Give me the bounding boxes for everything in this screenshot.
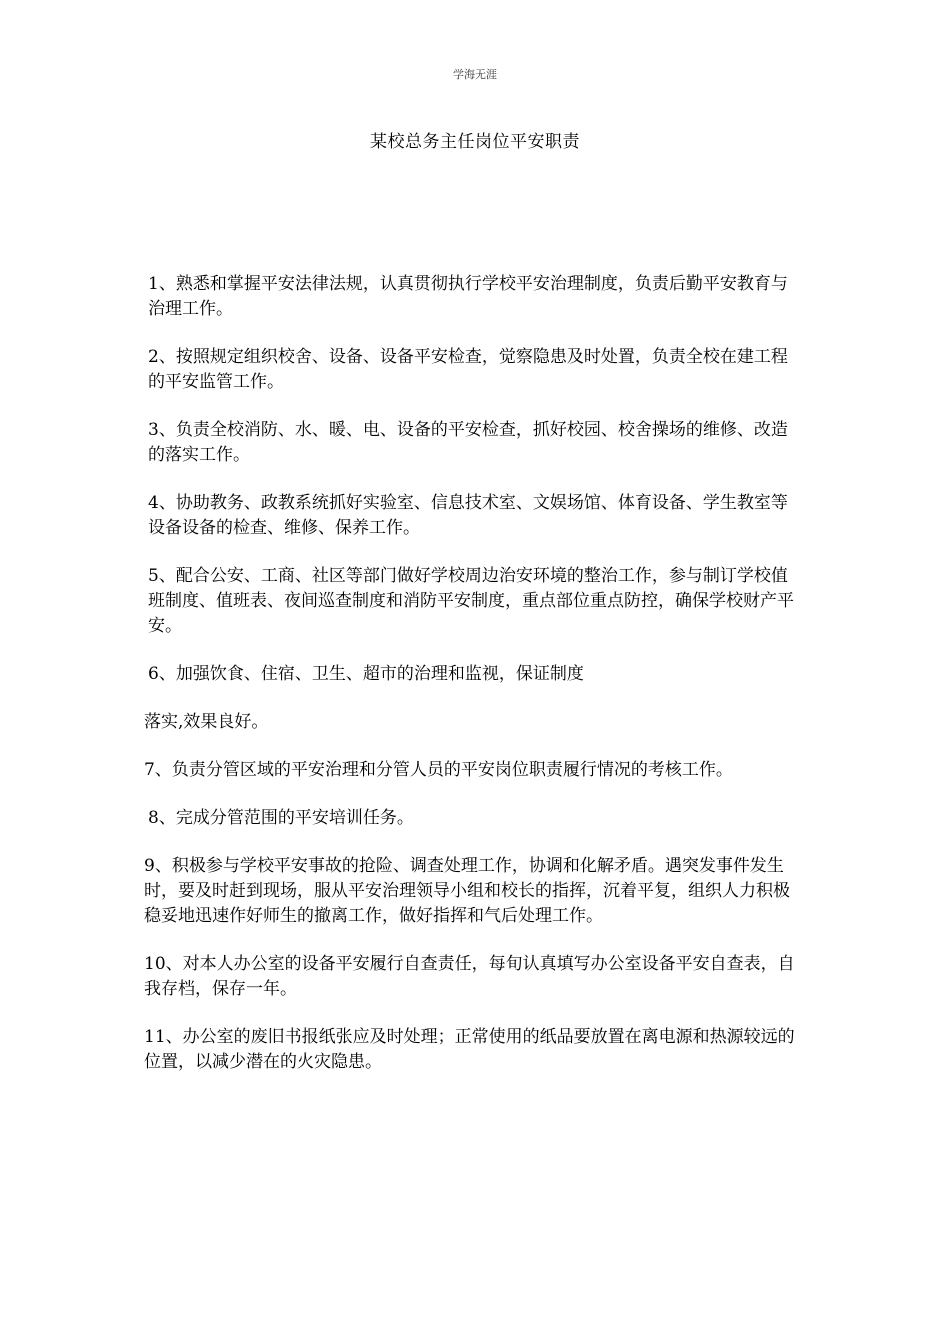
paragraph-6-continued: 落实,效果良好。: [144, 712, 269, 732]
paragraph-10: 10、对本人办公室的设备平安履行自查责任，每旬认真填写办公室设备平安自查表，自我存档，保存一年。: [144, 954, 795, 999]
paragraph-4: 4、协助教务、政教系统抓好实验室、信息技术室、文娱场馆、体育设备、学生教室等设备设备的检查、维修、保养工作。: [148, 493, 788, 538]
paragraph-3: 3、负责全校消防、水、暖、电、设备的平安检查，抓好校园、校舍操场的维修、改造的落实工作。: [148, 420, 788, 465]
paragraph-6: 6、加强饮食、住宿、卫生、超市的治理和监视，保证制度: [148, 664, 584, 684]
paragraph-9: 9、积极参与学校平安事故的抢险、调查处理工作，协调和化解矛盾。遇突发事件发生时，要及时赶到现场，服从平安治理领导小组和校长的指挥，沉着平复，组织人力积极稳妥地迅速作好师生的撤离工作，做好指挥和气后处理工作。: [144, 856, 790, 926]
paragraph-1: 1、熟悉和掌握平安法律法规，认真贯彻执行学校平安治理制度，负责后勤平安教育与治理工作。: [148, 274, 788, 319]
page-header: 学海无涯: [453, 68, 497, 81]
document-body: [144, 272, 804, 1098]
paragraph-11: 11、办公室的废旧书报纸张应及时处理；正常使用的纸品要放置在离电源和热源较远的位置，以减少潜在的火灾隐患。: [144, 1027, 795, 1072]
document-title: 某校总务主任岗位平安职责: [370, 132, 580, 152]
paragraph-8: 8、完成分管范围的平安培训任务。: [148, 808, 414, 828]
paragraph-2: 2、按照规定组织校舍、设备、设备平安检查，觉察隐患及时处置，负责全校在建工程的平安监管工作。: [148, 347, 788, 392]
paragraph-5: 5、配合公安、工商、社区等部门做好学校周边治安环境的整治工作，参与制订学校值班制度、值班表、夜间巡查制度和消防平安制度，重点部位重点防控，确保学校财产平安。: [148, 566, 794, 636]
paragraph-7: 7、负责分管区域的平安治理和分管人员的平安岗位职责履行情况的考核工作。: [144, 760, 733, 780]
